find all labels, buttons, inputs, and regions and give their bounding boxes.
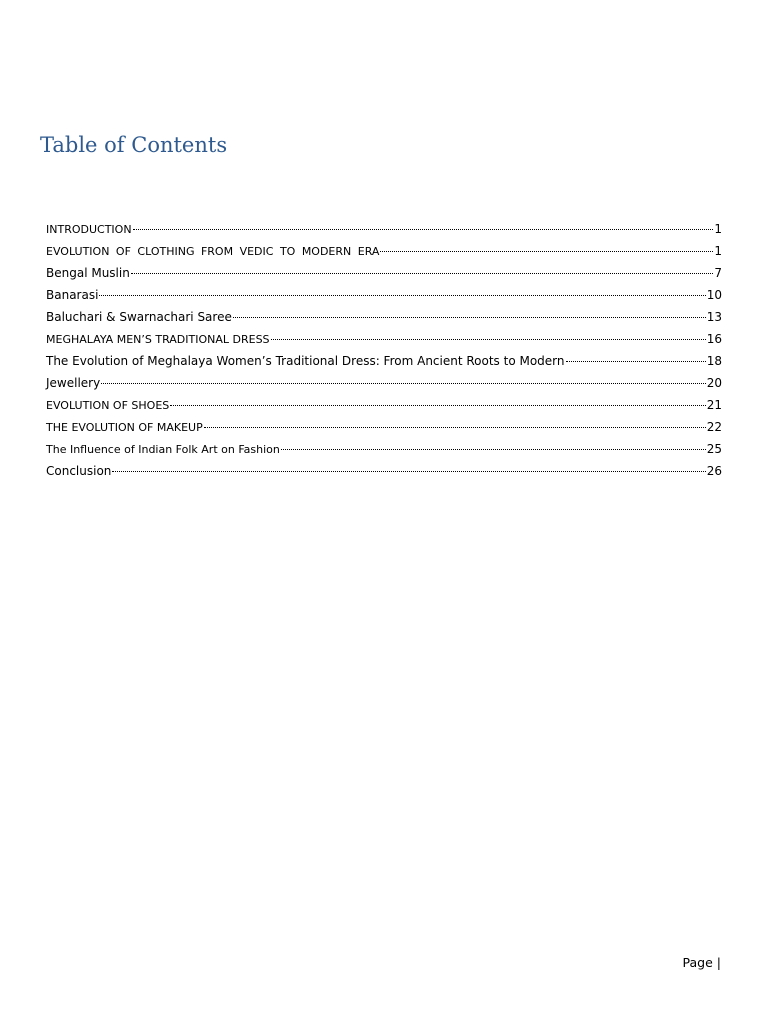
toc-entry-page: 16 bbox=[706, 332, 722, 346]
toc-entry-baluchari-swarnachari[interactable] bbox=[46, 306, 722, 328]
toc-entry-page: 21 bbox=[706, 398, 722, 412]
toc-entry-meghalaya-mens-dress[interactable] bbox=[46, 328, 722, 350]
toc-entry-page: 25 bbox=[706, 442, 722, 456]
toc-entry-title: MEGHALAYA MEN’S TRADITIONAL DRESS bbox=[46, 333, 270, 346]
toc-entry-introduction[interactable] bbox=[46, 218, 722, 240]
toc-entry-page: 1 bbox=[714, 222, 722, 236]
toc-dot-leader bbox=[233, 317, 706, 318]
toc-entry-page: 1 bbox=[714, 244, 722, 258]
toc-dot-leader bbox=[281, 449, 706, 450]
toc-entry-page: 10 bbox=[706, 288, 722, 302]
toc-entry-title: The Influence of Indian Folk Art on Fashion bbox=[46, 443, 280, 456]
toc-entry-jewellery[interactable] bbox=[46, 372, 722, 394]
toc-entry-evolution-of-shoes[interactable] bbox=[46, 394, 722, 416]
toc-entry-title: EVOLUTION OF CLOTHING FROM VEDIC TO MODERN ERA bbox=[46, 245, 380, 258]
toc-entry-title: Bengal Muslin bbox=[46, 266, 130, 280]
toc-dot-leader bbox=[133, 229, 714, 230]
toc-dot-leader bbox=[204, 427, 706, 428]
toc-entry-title: Jewellery bbox=[46, 376, 101, 390]
toc-entry-meghalaya-womens-dress[interactable] bbox=[46, 350, 722, 372]
toc-list bbox=[46, 218, 722, 482]
toc-entry-conclusion[interactable] bbox=[46, 460, 722, 482]
toc-entry-bengal-muslin[interactable] bbox=[46, 262, 722, 284]
toc-dot-leader bbox=[99, 295, 705, 296]
toc-dot-leader bbox=[112, 471, 705, 472]
page-number-footer: Page | bbox=[682, 955, 721, 970]
toc-entry-title: THE EVOLUTION OF MAKEUP bbox=[46, 421, 203, 434]
toc-entry-title: The Evolution of Meghalaya Women’s Traditional Dress: From Ancient Roots to Modern bbox=[46, 354, 565, 368]
toc-entry-title: EVOLUTION OF SHOES bbox=[46, 399, 170, 412]
toc-entry-banarasi[interactable] bbox=[46, 284, 722, 306]
toc-dot-leader bbox=[380, 251, 713, 252]
toc-entry-evolution-of-makeup[interactable] bbox=[46, 416, 722, 438]
toc-dot-leader bbox=[271, 339, 706, 340]
toc-entry-title: Conclusion bbox=[46, 464, 112, 478]
toc-dot-leader bbox=[101, 383, 706, 384]
toc-entry-page: 22 bbox=[706, 420, 722, 434]
toc-dot-leader bbox=[131, 273, 714, 274]
toc-entry-page: 18 bbox=[706, 354, 722, 368]
toc-dot-leader bbox=[566, 361, 706, 362]
toc-entry-page: 7 bbox=[714, 266, 722, 280]
toc-entry-page: 13 bbox=[706, 310, 722, 324]
toc-entry-page: 20 bbox=[706, 376, 722, 390]
toc-heading: Table of Contents bbox=[40, 133, 228, 157]
toc-entry-evolution-of-clothing[interactable] bbox=[46, 240, 722, 262]
toc-entry-title: Baluchari & Swarnachari Saree bbox=[46, 310, 232, 324]
toc-entry-title: Banarasi bbox=[46, 288, 99, 302]
toc-dot-leader bbox=[170, 405, 705, 406]
toc-entry-indian-folk-art[interactable] bbox=[46, 438, 722, 460]
toc-entry-title: INTRODUCTION bbox=[46, 223, 132, 236]
toc-entry-page: 26 bbox=[706, 464, 722, 478]
